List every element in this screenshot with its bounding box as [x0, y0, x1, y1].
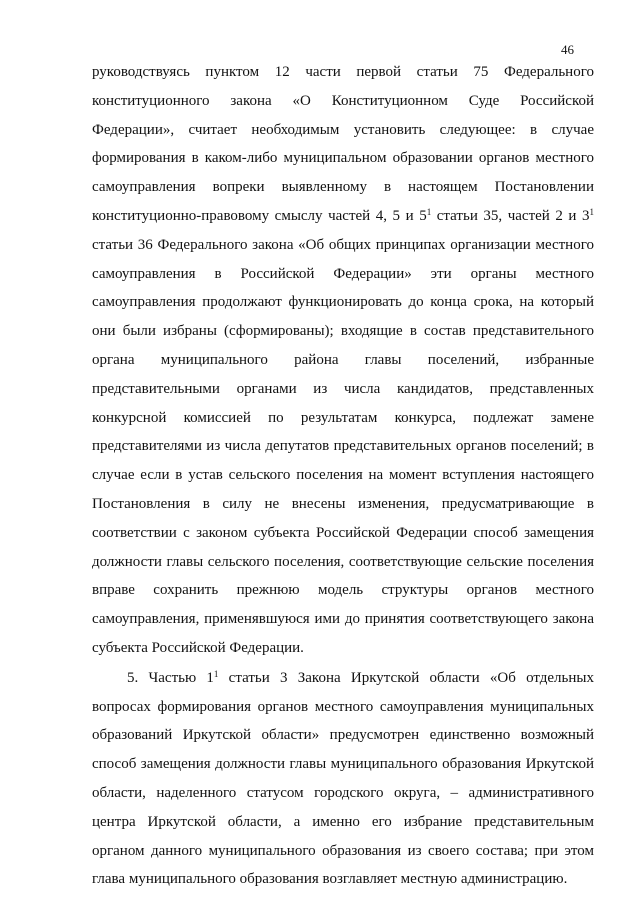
page-number: 46 — [561, 42, 574, 57]
text-line: формирования в каком-либо муниципальном образовании органов местного — [92, 150, 594, 167]
text-line: руководствуясь пунктом 12 части первой статьи 75 Федерального — [92, 64, 594, 80]
text-line: самоуправления, применявшуюся ими до принятия соответствующего закона — [92, 611, 594, 628]
text-line: самоуправления в Российской Федерации» эти органы местного — [92, 265, 594, 282]
text-line: способ замещения должности главы муниципального образования Иркутской — [92, 756, 594, 773]
text-line-last: глава муниципального образования возглавляет местную администрацию. — [92, 871, 568, 888]
superscript-mark: 1 — [426, 206, 432, 217]
text-segment: конституционно-правовому смыслу частей 4, 5 и 5 — [92, 207, 427, 224]
text-line: случае если в устав сельского поселения на момент вступления настоящего — [92, 467, 594, 484]
text-line-last: субъекта Российской Федерации. — [92, 639, 304, 656]
text-line: представителями из числа депутатов представительных органов поселений; в — [92, 438, 594, 455]
text-line: области, наделенного статусом городского округа, – административного — [92, 784, 594, 801]
text-line: должности главы сельского поселения, соответствующие сельские поселения — [92, 553, 594, 570]
text-line: вопросах формирования органов местного самоуправления муниципальных — [92, 698, 594, 715]
text-line: Постановления в силу не внесены изменения, предусматривающие в — [92, 495, 594, 512]
document-body — [92, 58, 594, 894]
paragraph-item-5 — [92, 664, 594, 894]
text-line: соответствии с законом субъекта Российской Федерации способ замещения — [92, 524, 594, 541]
text-line: органа муниципального района главы поселений, избранные — [92, 351, 594, 368]
text-line: Федерации», считает необходимым установить следующее: в случае — [92, 121, 594, 138]
text-line: конституционного закона «О Конституционном Суде Российской — [92, 92, 594, 109]
text-line: образований Иркутской области» предусмотрен единственно возможный — [92, 727, 594, 744]
text-line-with-superscripts — [92, 202, 594, 231]
text-line: представительными органами из числа кандидатов, представленных — [92, 380, 594, 397]
text-line: самоуправления продолжают функционировать до конца срока, на который — [92, 294, 594, 311]
text-segment: статьи 3 Закона Иркутской области «Об отдельных — [218, 669, 594, 686]
text-line: органом данного муниципального образования из своего состава; при этом — [92, 842, 594, 859]
text-line: центра Иркутской области, а именно его избрание представительным — [92, 813, 594, 830]
text-segment: 5. Частью 1 — [127, 669, 214, 686]
text-line: статьи 36 Федерального закона «Об общих принципах организации местного — [92, 236, 594, 253]
text-line: самоуправления вопреки выявленному в настоящем Постановлении — [92, 179, 594, 196]
text-line: конкурсной комиссией по результатам конкурса, подлежат замене — [92, 409, 594, 426]
text-segment: статьи 35, частей 2 и 3 — [431, 207, 590, 224]
text-line: они были избраны (сформированы); входящие в состав представительного — [92, 323, 594, 340]
superscript-mark: 1 — [213, 668, 219, 679]
superscript-mark: 1 — [589, 206, 595, 217]
paragraph-resolution-text — [92, 58, 594, 663]
text-line-with-superscript — [92, 664, 594, 693]
text-line: вправе сохранить прежнюю модель структуры органов местного — [92, 582, 594, 599]
